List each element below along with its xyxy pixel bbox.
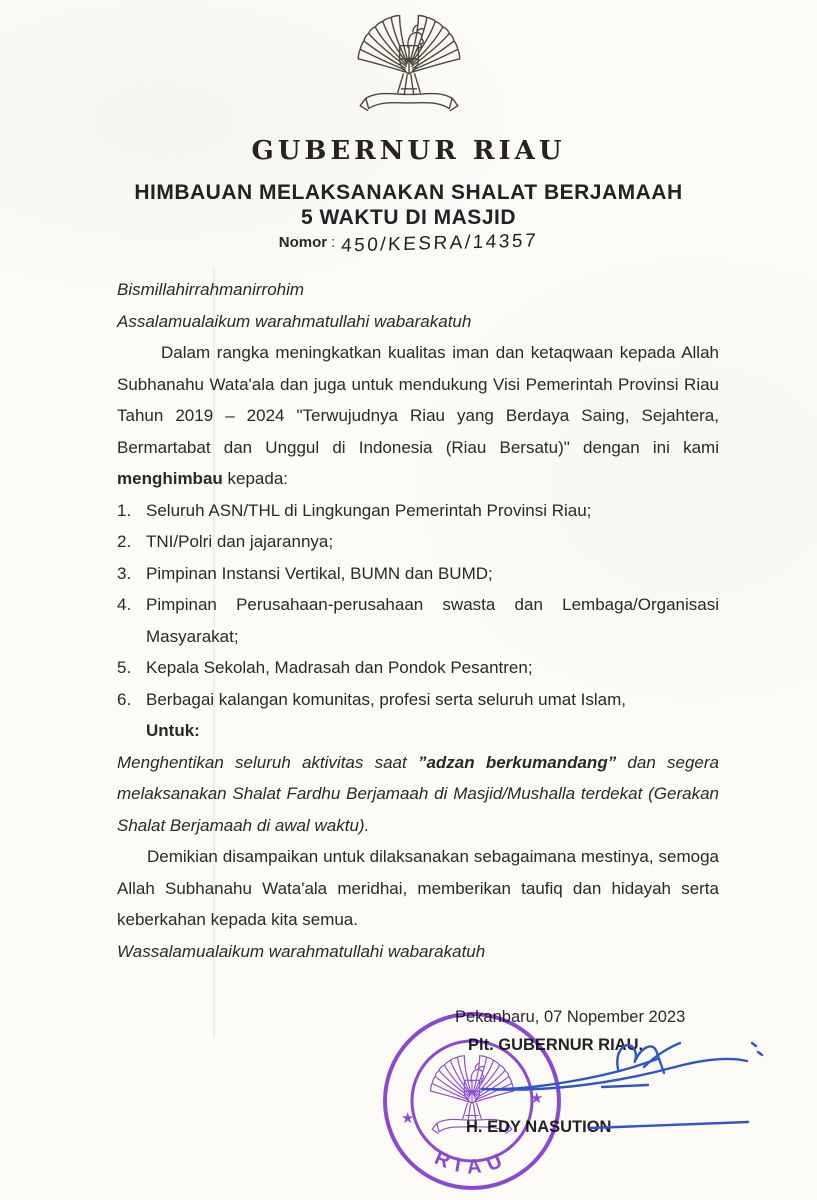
list-item-number: 3. <box>117 563 132 583</box>
place-and-date: Pekanbaru, 07 Nopember 2023 <box>455 1008 686 1026</box>
nomor-handwritten-value: 450/KESRA/14357 <box>340 230 539 257</box>
list-item <box>117 589 719 652</box>
intro-paragraph: Dalam rangka meningkatkan kualitas iman dan ketaqwaan kepada Allah Subhanahu Wata'ala dan juga untuk mendukung Visi Pemerintah Provinsi Riau Tahun 2019 – 2024 "Terwujudnya Riau yang Berdaya Saing, Sejahtera, Bermartabat dan Unggul di Indonesia (Riau Bersatu)" dengan ini kami menghimbau kepada: <box>117 343 719 488</box>
letter-body <box>117 274 719 967</box>
list-item <box>117 684 719 716</box>
letter-title-line2: 5 WAKTU DI MASJID <box>300 206 516 229</box>
letter-title-line1: HIMBAUAN MELAKSANAKAN SHALAT BERJAMAAH <box>134 181 683 204</box>
list-item-text: Berbagai kalangan komunitas, profesi serta seluruh umat Islam, <box>146 689 627 709</box>
institution-name: GUBERNUR RIAU <box>251 136 566 166</box>
list-item <box>117 652 719 684</box>
salam-closing: Wassalamualaikum warahmatullahi wabarakatuh <box>117 941 486 961</box>
list-item-number: 5. <box>117 658 132 677</box>
signature-scrawl <box>440 1015 770 1140</box>
list-item-text: Pimpinan Perusahaan-perusahaan swasta dan Lembaga/Organisasi Masyarakat; <box>146 595 719 646</box>
list-item-text: Seluruh ASN/THL di Lingkungan Pemerintah Provinsi Riau; <box>146 500 592 520</box>
list-item-number: 2. <box>117 532 132 551</box>
menghimbau-emphasis: menghimbau <box>117 469 223 488</box>
salam-opening: Assalamualaikum warahmatullahi wabarakatuh <box>117 311 472 331</box>
garuda-pancasila-emblem-icon <box>348 10 470 132</box>
list-item-text: Kepala Sekolah, Madrasah dan Pondok Pesantren; <box>146 658 533 677</box>
letter-number-line <box>0 230 817 257</box>
list-item <box>117 495 719 527</box>
list-item-number: 6. <box>117 689 132 709</box>
stamp-star-left-icon: ★ <box>401 1110 415 1127</box>
recipient-list <box>117 495 719 716</box>
stamp-text-top <box>387 1006 556 1007</box>
nomor-separator: : <box>331 234 336 251</box>
closing-paragraph: Demikian disampaikan untuk dilaksanakan sebagaimana mestinya, semoga Allah Subhanahu Wata'ala meridhai, memberikan taufiq dan hidayah serta keberkahan kepada kita semua. <box>117 847 719 929</box>
stamp-text-bottom: RIAU <box>431 1147 513 1179</box>
list-item-text: Pimpinan Instansi Vertikal, BUMN dan BUMD; <box>146 563 493 583</box>
list-item-number: 1. <box>117 500 132 520</box>
list-item <box>117 526 719 558</box>
stamp-star-right-icon: ★ <box>530 1090 544 1107</box>
list-item-number: 4. <box>117 595 132 614</box>
bismillah-greeting: Bismillahirrahmanirrohim <box>117 280 305 299</box>
signer-name: H. EDY NASUTION <box>466 1118 612 1136</box>
list-item <box>117 558 719 590</box>
directive-paragraph: Menghentikan seluruh aktivitas saat ”adzan berkumandang” dan segera melaksanakan Shalat Fardhu Berjamaah di Masjid/Mushalla terdekat (Gerakan Shalat Berjamaah di awal waktu). <box>117 752 719 835</box>
adzan-emphasis: ”adzan berkumandang” <box>417 752 617 772</box>
nomor-label: Nomor <box>278 234 328 251</box>
untuk-label: Untuk: <box>146 721 200 740</box>
list-item-text: TNI/Polri dan jajarannya; <box>146 532 334 551</box>
signer-title: Plt. GUBERNUR RIAU, <box>468 1036 644 1054</box>
